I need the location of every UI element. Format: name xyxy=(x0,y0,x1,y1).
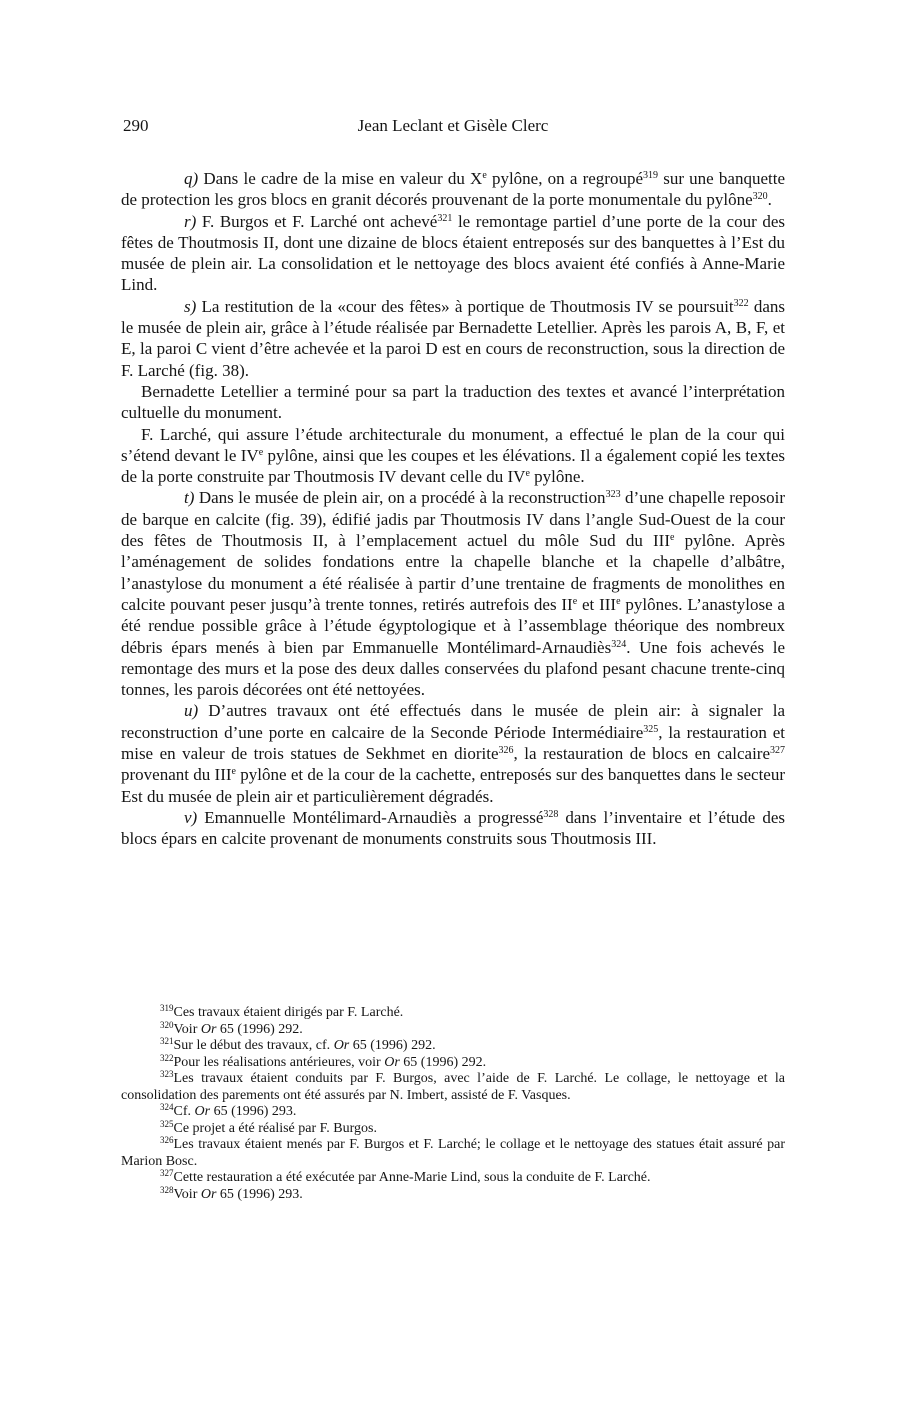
footnote xyxy=(121,1118,785,1138)
superscript: e xyxy=(258,446,264,458)
text-span: Dans le musée de plein air, on a procédé à la reconstruction xyxy=(194,488,606,508)
journal-abbrev: Or xyxy=(384,1054,400,1070)
page-header xyxy=(0,116,906,140)
text-span: sur une banquette de protection les gros blocs en granit décorés prouvenant de la porte monumentale du pylône xyxy=(121,169,785,210)
footnote-text: 65 (1996) 293. xyxy=(210,1104,297,1119)
footnote xyxy=(121,1005,785,1022)
text-span: pylône. Après l’aménagement de solides fondations entre la chapelle blanche et la chapelle d’albâtre, l’anastylose du monument a été réalisée à partir d’une trentaine de fragments de monolithes en calcite pouvant peser jusqu’à trente tonnes, retirés autrefois des II xyxy=(121,531,785,614)
item-label-v: v) xyxy=(184,807,198,827)
text-span: pylône, ainsi que les coupes et les élévations. Il a également copié les textes de la porte construite par Thoutmosis IV devant celle du IV xyxy=(121,445,785,487)
footnote xyxy=(121,1184,785,1204)
journal-abbrev: Or xyxy=(200,1186,217,1202)
text-span: pylône et de la cour de la cachette, entreposés sur des banquettes dans le secteur Est du musée de plein air et particulièrement dégradés. xyxy=(121,765,785,806)
footnote-ref: 320 xyxy=(752,191,768,203)
text-span: pylône, on a regroupé xyxy=(486,169,644,188)
footnote-text: Voir xyxy=(173,1186,201,1202)
footnote-number: 325 xyxy=(160,1118,174,1129)
journal-abbrev: Or xyxy=(194,1104,211,1119)
footnote-text: Cf. xyxy=(173,1104,195,1119)
footnote-ref: 326 xyxy=(498,745,514,757)
item-label-t: t) xyxy=(184,488,195,508)
paragraph-t xyxy=(121,487,785,700)
paragraph-u xyxy=(121,700,785,806)
text-span: pylône. xyxy=(529,467,585,487)
footnote-text: Les travaux étaient menés par F. Burgos et F. Larché; le collage et le nettoyage des statues était assuré par Marion Bosc. xyxy=(121,1137,785,1169)
paragraph-r xyxy=(121,211,785,296)
superscript: e xyxy=(482,170,487,181)
text-span: provenant du III xyxy=(121,765,232,785)
footnote-number: 328 xyxy=(160,1184,174,1195)
footnote xyxy=(121,1019,785,1039)
footnote-number: 321 xyxy=(160,1036,174,1046)
footnote-text: Ces travaux étaient dirigés par F. Larché. xyxy=(173,1005,404,1020)
footnote-ref: 322 xyxy=(733,297,749,309)
superscript: e xyxy=(231,766,236,778)
footnote xyxy=(121,1137,785,1170)
text-span: La restitution de la «cour des fêtes» à portique de Thoutmosis IV se poursuit xyxy=(196,296,734,316)
journal-abbrev: Or xyxy=(333,1038,350,1053)
text-span: dans le musée de plein air, grâce à l’étude réalisée par Bernadette Letellier. Après les parois A, B, F, et E, la paroi C vient d’être achevée et la paroi D est en cours de reconstruction, sous la direction de F. Larché (fig. 38). xyxy=(121,296,785,380)
journal-abbrev: Or xyxy=(200,1021,217,1037)
page-number: 290 xyxy=(123,116,149,135)
text-span: , la restauration et mise en valeur de trois statues de Sekhmet en diorite xyxy=(121,722,785,764)
footnote-text: 65 (1996) 293. xyxy=(216,1186,303,1202)
footnote xyxy=(121,1170,785,1187)
text-span: pylônes. L’anastylose a été rendue possible grâce à l’étude égyptologique et à l’assemblage théorique des nombreux débris épars menés à bien par Emmanuelle Montélimard-Arnaudiès xyxy=(121,594,785,657)
footnote-text: Ce projet a été réalisé par F. Burgos. xyxy=(173,1120,378,1136)
footnote-ref: 319 xyxy=(643,170,659,181)
item-label-q: q) xyxy=(184,169,199,188)
footnote xyxy=(121,1038,785,1055)
superscript: e xyxy=(572,595,578,607)
paragraph-s xyxy=(121,296,785,381)
text-span: Emannuelle Montélimard-Arnaudiès a progressé xyxy=(197,807,544,827)
footnote xyxy=(121,1052,785,1072)
text-span: D’autres travaux ont été effectués dans le musée de plein air: à signaler la reconstruction d’une porte en calcaire de la Seconde Période Intermédiaire xyxy=(121,701,785,742)
paragraph-larche xyxy=(121,424,785,488)
text-span: F. Burgos et F. Larché ont achevé xyxy=(196,211,438,231)
item-label-r: r) xyxy=(184,211,197,231)
footnote xyxy=(121,1071,785,1104)
superscript: e xyxy=(670,532,675,544)
footnote-ref: 321 xyxy=(437,212,453,224)
footnote-ref: 328 xyxy=(543,808,559,820)
paragraph-letellier xyxy=(121,381,785,424)
footnote-ref: 327 xyxy=(770,745,786,757)
footnote-number: 319 xyxy=(160,1003,174,1013)
text-span: F. Larché, qui assure l’étude architecturale du monument, a effectué le plan de la cour qui s’étend devant le IV xyxy=(121,424,785,465)
footnotes xyxy=(121,1005,785,1203)
footnote-number: 326 xyxy=(160,1135,174,1145)
footnote-text: Voir xyxy=(173,1021,201,1037)
footnote-text: Les travaux étaient conduits par F. Burgos, avec l’aide de F. Larché. Le collage, le nettoyage et la consolidation des parements ont été assurés par N. Imbert, assisté de F. Vasques. xyxy=(121,1071,785,1103)
paragraph-v xyxy=(121,807,785,850)
footnote-text: 65 (1996) 292. xyxy=(349,1038,436,1053)
footnote-number: 322 xyxy=(160,1052,174,1063)
superscript: e xyxy=(616,595,621,607)
text-span: . xyxy=(767,190,772,210)
footnote-text: Sur le début des travaux, cf. xyxy=(173,1038,334,1053)
footnote-number: 324 xyxy=(160,1102,174,1112)
footnote-number: 320 xyxy=(160,1019,174,1030)
text-span: , la restauration de blocs en calcaire xyxy=(513,744,771,764)
footnote-ref: 325 xyxy=(643,723,659,735)
footnote-text: Pour les réalisations antérieures, voir xyxy=(173,1054,385,1070)
text-span: d’une chapelle reposoir de barque en calcite (fig. 39), édifié jadis par Thoutmosis IV dans l’angle Sud-Ouest de la cour des fêtes de Thoutmosis II, à l’emplacement actuel du môle Sud du III xyxy=(121,488,786,551)
footnote-ref: 324 xyxy=(611,638,627,650)
item-label-s: s) xyxy=(184,296,197,316)
footnote-text: 65 (1996) 292. xyxy=(216,1021,303,1037)
text-span: et III xyxy=(577,594,617,614)
text-span: le remontage partiel d’une porte de la cour des fêtes de Thoutmosis II, dont une dizaine de blocs étaient entreposés sur des banquettes à l’Est du musée de plein air. La consolidation et le nettoyage des blocs avaient été confiés à Anne-Marie Lind. xyxy=(121,211,785,295)
text-span: Dans le cadre de la mise en valeur du X xyxy=(198,169,483,188)
running-title: Jean Leclant et Gisèle Clerc xyxy=(357,116,549,135)
text-span: dans l’inventaire et l’étude des blocs épars en calcite provenant de monuments construits sous Thoutmosis III. xyxy=(121,807,785,849)
footnote-number: 327 xyxy=(160,1168,174,1178)
footnote xyxy=(121,1104,785,1121)
footnote-text: 65 (1996) 292. xyxy=(399,1054,487,1070)
text-span: . Une fois achevés le remontage des murs et la pose des deux dalles conservées du plafond pesant chacune trente-cinq tonnes, les parois décorées ont été nettoyées. xyxy=(121,637,785,700)
paragraph-q xyxy=(121,168,785,211)
item-label-u: u) xyxy=(184,701,199,721)
footnote-number: 323 xyxy=(160,1069,174,1079)
body-text xyxy=(121,168,785,850)
text-span: Bernadette Letellier a terminé pour sa part la traduction des textes et avancé l’interprétation cultuelle du monument. xyxy=(121,381,785,423)
footnote-text: Cette restauration a été exécutée par Anne-Marie Lind, sous la conduite de F. Larché. xyxy=(173,1170,651,1185)
superscript: e xyxy=(525,468,530,480)
footnote-ref: 323 xyxy=(605,489,621,501)
